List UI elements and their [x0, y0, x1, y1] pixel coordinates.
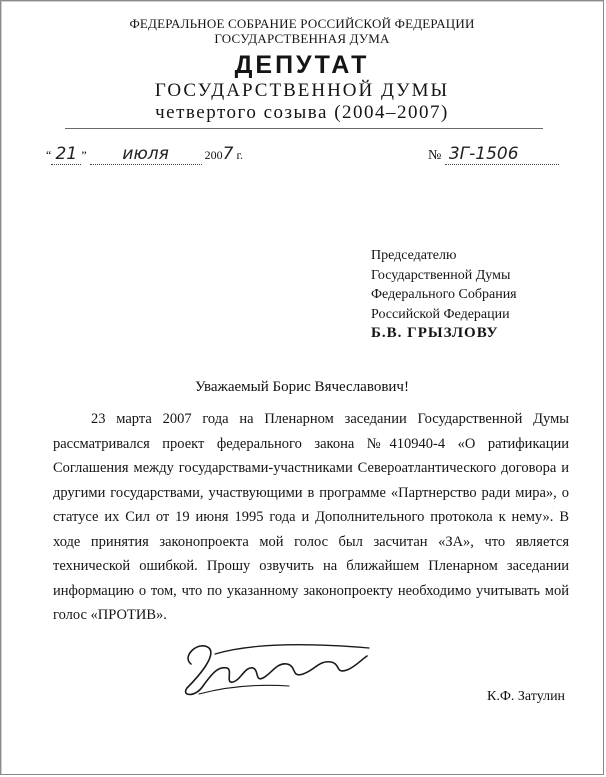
document-number — [428, 144, 559, 165]
addressee-line-3: Федерального Собрания — [371, 287, 517, 302]
addressee-line-4: Российской Федерации — [371, 306, 510, 322]
letter-body — [53, 407, 569, 628]
letterhead-title: ДЕПУТАТ — [234, 51, 370, 79]
letterhead-duma: ГОСУДАРСТВЕННАЯ ДУМА — [214, 31, 390, 46]
number-value: 3Г-1506 — [445, 144, 559, 165]
addressee-name: Б.В. ГРЫЗЛОВУ — [371, 325, 499, 341]
signer-name: К.Ф. Затулин — [487, 689, 566, 704]
salutation: Уважаемый Борис Вячеславович! — [195, 379, 409, 395]
date-year-prefix: 200 — [204, 148, 223, 162]
letterhead-assembly: ФЕДЕРАЛЬНОЕ СОБРАНИЕ РОССИЙСКОЙ ФЕДЕРАЦИИ — [129, 16, 475, 31]
addressee-line-1: Председателю — [371, 248, 457, 263]
date-open-quote: “ — [46, 148, 52, 162]
document-date — [46, 144, 243, 165]
addressee-line-2: Государственной Думы — [371, 267, 511, 283]
handwritten-signature — [169, 626, 379, 706]
date-close-quote: ” — [81, 148, 87, 162]
letterhead-divider — [65, 128, 543, 129]
letterhead-convocation: четвертого созыва (2004–2007) — [155, 102, 449, 123]
number-label: № — [428, 148, 442, 163]
date-day: 21 — [51, 144, 81, 165]
date-year-digit: 7 — [222, 144, 234, 164]
letterhead-subtitle: ГОСУДАРСТВЕННОЙ ДУМЫ — [154, 80, 450, 101]
date-year-suffix: г. — [236, 148, 244, 162]
addressee-block — [371, 246, 517, 344]
body-paragraph: 23 марта 2007 года на Пленарном заседании Государственной Думы рассматривался проект федерального закона №410940-4 «О ратификации Соглашения между государствами-участниками Североатлантического договора и другими государствами, участвующими в программе «Партнерство ради мира», о статусе их Сил от 19 июня 1995 года и Дополнительного протокола к нему». В ходе принятия законопроекта мой голос был засчитан «ЗА», что является технической ошибкой. Прошу озвучить на ближайшем Пленарном заседании информацию о том, что по указанному законопроекту необходимо учитывать мой голос «ПРОТИВ». — [53, 411, 569, 623]
date-month: июля — [90, 144, 202, 165]
